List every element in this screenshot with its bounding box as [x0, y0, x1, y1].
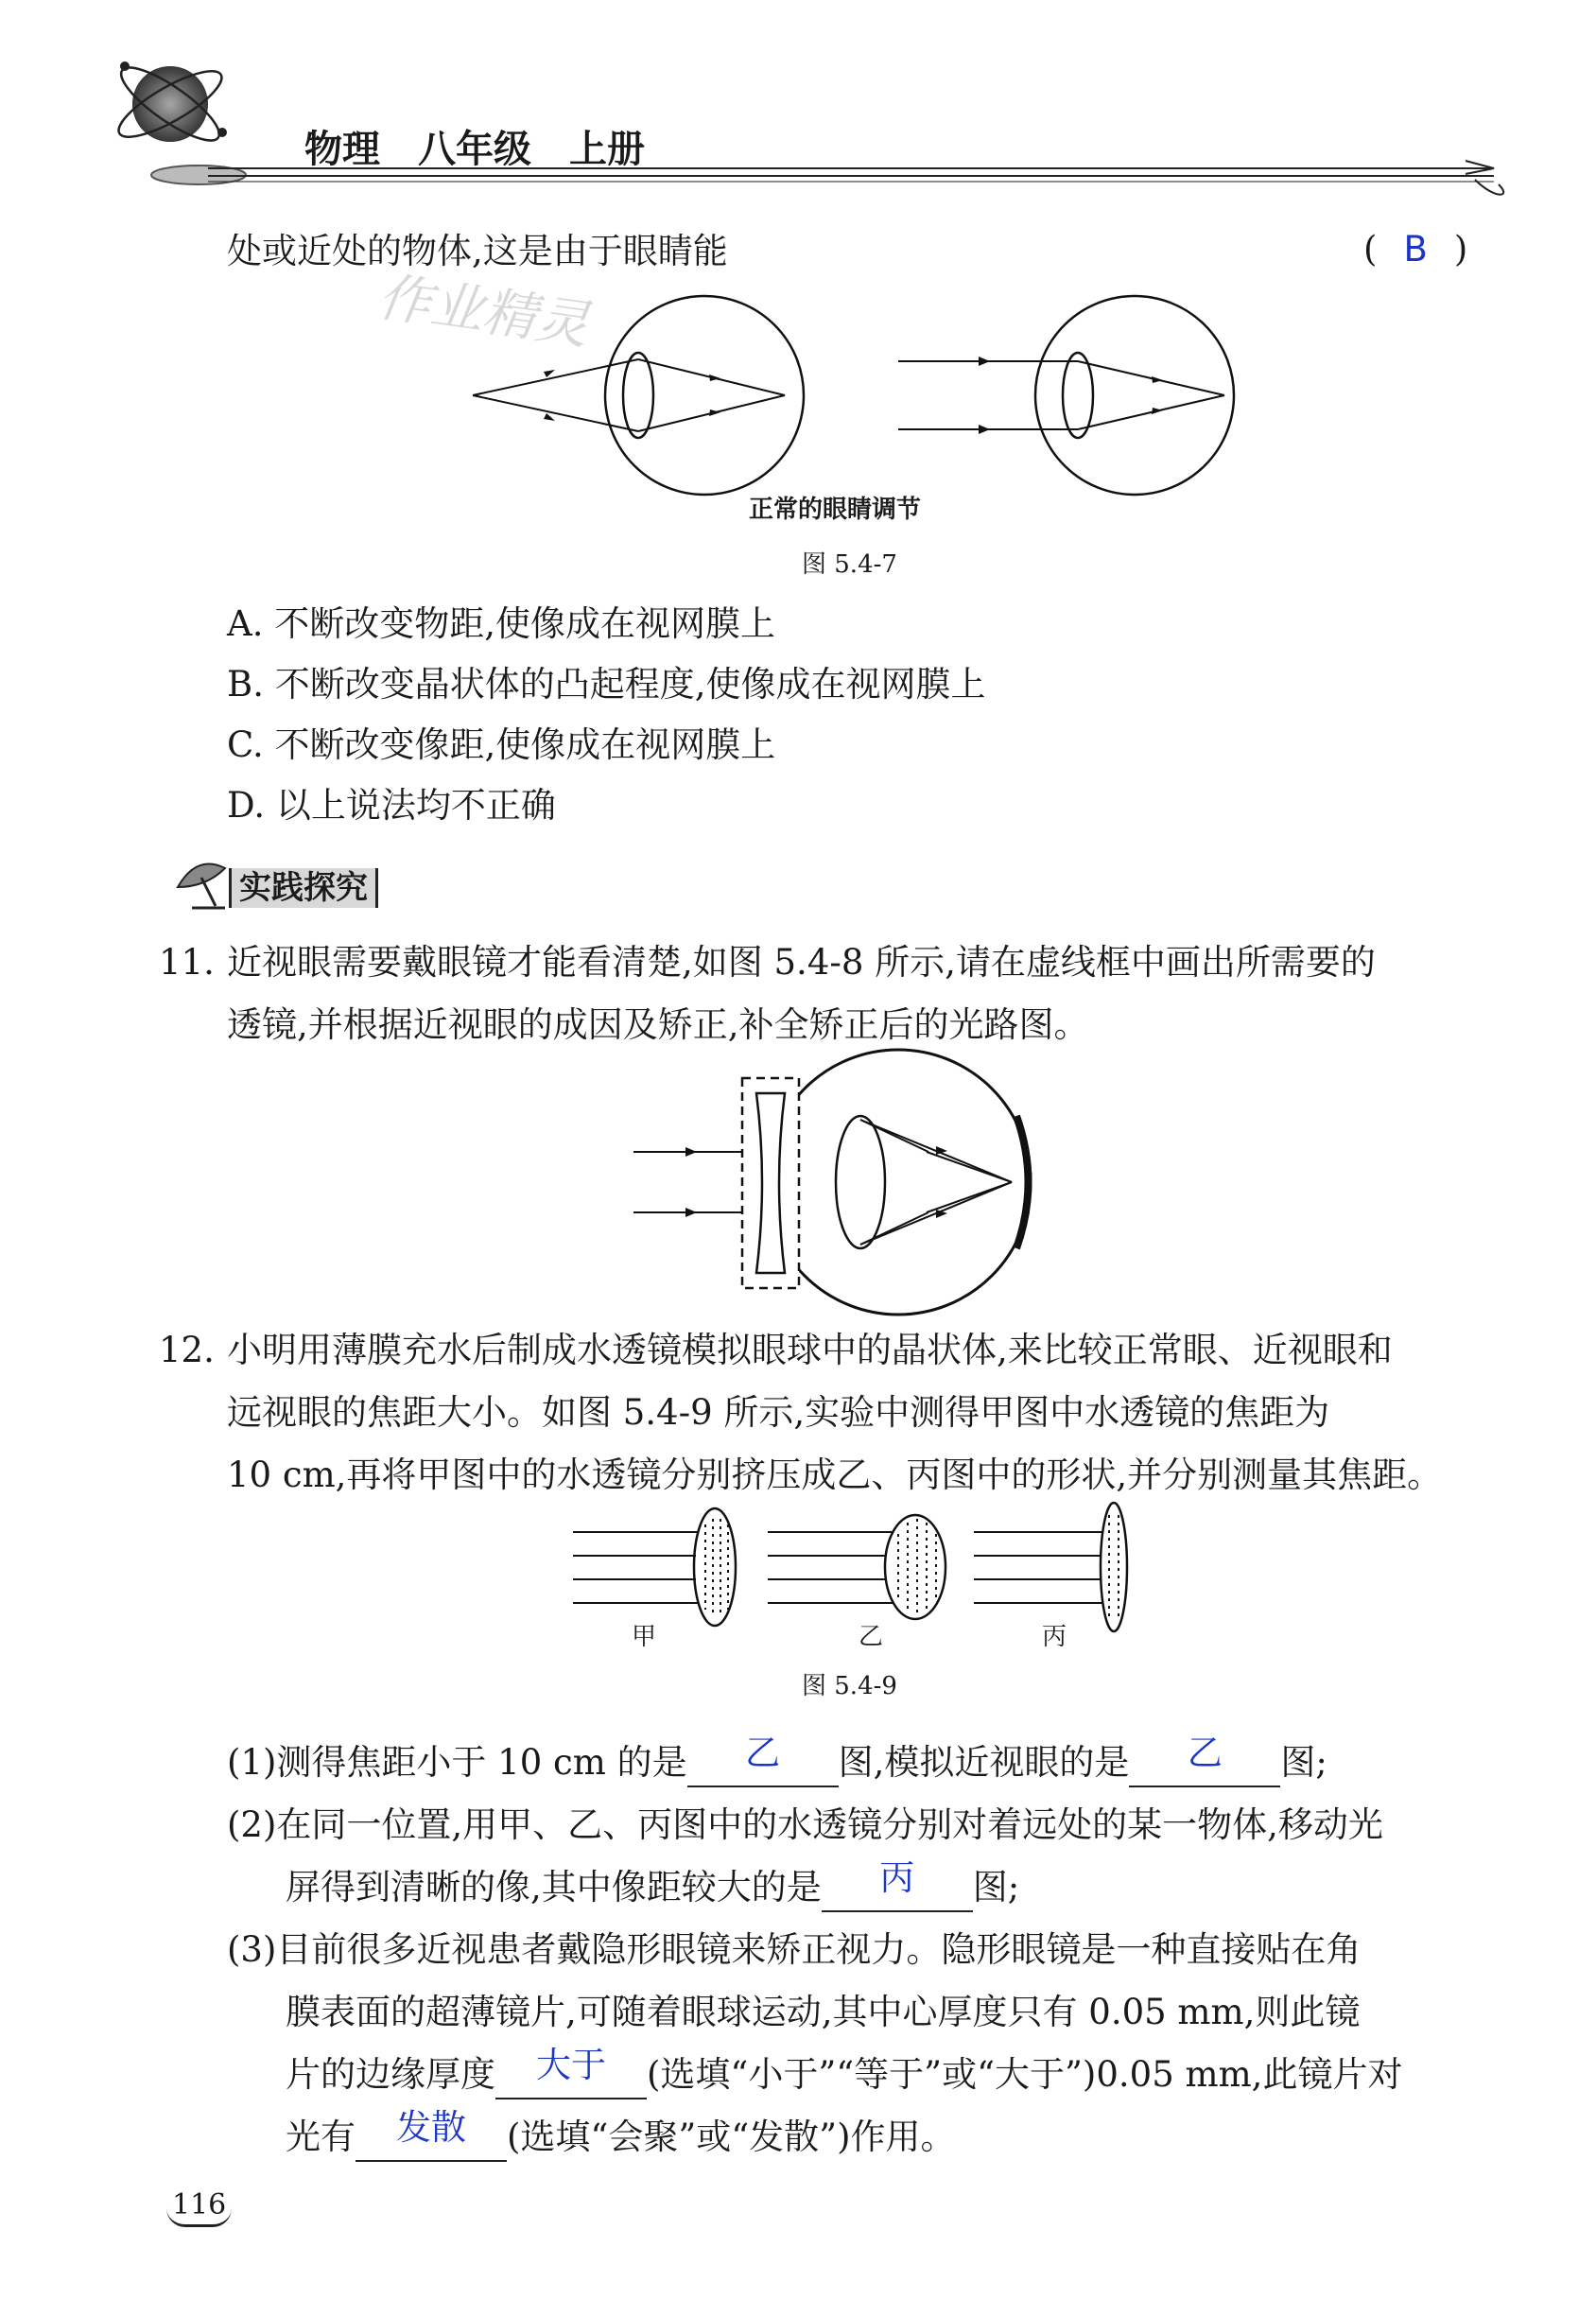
lens-bing [974, 1503, 1127, 1631]
q12-sub2-line1: (2)在同一位置,用甲、乙、丙图中的水透镜分别对着远处的某一物体,移动光 [227, 1804, 1383, 1845]
sub1-suffix: 图; [1280, 1742, 1327, 1783]
figure-5-4-8 [633, 1040, 1106, 1324]
page-number [166, 2186, 232, 2227]
satellite-dish-icon [168, 849, 234, 915]
figure-label-5-4-7: 图 5.4-7 [802, 550, 897, 579]
option-letter: B. [227, 664, 264, 705]
option-text: 不断改变晶状体的凸起程度,使像成在视网膜上 [274, 664, 986, 705]
section-title [229, 868, 378, 908]
option-letter: A. [227, 603, 264, 644]
option-letter: C. [227, 724, 264, 765]
lens-label-yi: 乙 [859, 1623, 884, 1651]
sub1-answer1: 乙 [745, 1733, 781, 1773]
q12-sub3-line1: (3)目前很多近视患者戴隐形眼镜来矫正视力。隐形眼镜是一种直接贴在角 [227, 1929, 1362, 1970]
q11-line2: 透镜,并根据近视眼的成因及矫正,补全矫正后的光路图。 [227, 1004, 1089, 1045]
sub2-suffix: 图; [972, 1867, 1020, 1908]
sub1-blank1[interactable] [687, 1733, 839, 1787]
sub2-prefix: 屏得到清晰的像,其中像距较大的是 [286, 1867, 822, 1908]
volume: 上册 [569, 127, 645, 171]
sub1-blank2[interactable] [1129, 1733, 1280, 1787]
sub3-answer2: 发散 [396, 2107, 466, 2148]
figure-label-5-4-9: 图 5.4-9 [802, 1672, 897, 1700]
section-title-text: 实践探究 [239, 869, 368, 907]
header-rule [208, 161, 1532, 218]
sub3-blank2[interactable] [356, 2107, 507, 2162]
q12-sub3-line4 [286, 2107, 956, 2162]
option-d [227, 783, 985, 844]
option-text: 不断改变物距,使像成在视网膜上 [274, 603, 776, 644]
q12-sub1 [227, 1733, 1327, 1787]
q12-line2: 远视眼的焦距大小。如图 5.4-9 所示,实验中测得甲图中水透镜的焦距为 [227, 1392, 1330, 1433]
q12-line3: 10 cm,再将甲图中的水透镜分别挤压成乙、丙图中的形状,并分别测量其焦距。 [227, 1455, 1443, 1495]
lens-label-bing: 丙 [1042, 1623, 1067, 1651]
q12-number: 12. [159, 1330, 215, 1370]
sub1-prefix: (1)测得焦距小于 10 cm 的是 [227, 1742, 687, 1783]
q10-answer-paren [1363, 227, 1467, 272]
figure-5-4-7 [454, 293, 1399, 530]
sub2-answer: 丙 [879, 1857, 915, 1898]
lens-label-jia: 甲 [632, 1623, 657, 1651]
page-number-text: 116 [172, 2188, 227, 2221]
paren-open: ( [1363, 229, 1378, 270]
option-letter: D. [227, 785, 266, 826]
watermark: 作业精灵 [373, 266, 593, 357]
option-b [227, 662, 985, 723]
figure-5-4-9 [573, 1506, 1159, 1629]
header [0, 0, 1596, 208]
option-c [227, 723, 985, 783]
q11-line1: 近视眼需要戴眼镜才能看清楚,如图 5.4-8 所示,请在虚线框中画出所需要的 [227, 942, 1376, 983]
figure-caption: 正常的眼睛调节 [749, 496, 922, 524]
option-text: 不断改变像距,使像成在视网膜上 [274, 724, 776, 765]
q10-stem-tail: 处或近处的物体,这是由于眼睛能 [227, 231, 728, 271]
q10-options [227, 601, 985, 844]
q12-sub3-line3 [286, 2045, 1403, 2099]
sub1-answer2: 乙 [1187, 1733, 1223, 1773]
sub2-blank[interactable] [822, 1857, 973, 1912]
paren-close: ) [1453, 229, 1468, 270]
sub3-line4-suffix: (选填“会聚”或“发散”)作用。 [507, 2117, 956, 2157]
sub3-line3-suffix: (选填“小于”“等于”或“大于”)0.05 mm,此镜片对 [647, 2054, 1403, 2095]
eye-near-object [473, 296, 804, 495]
lens-yi [768, 1515, 945, 1619]
option-text: 以上说法均不正确 [275, 785, 556, 826]
sub3-blank1[interactable] [495, 2045, 647, 2099]
option-a [227, 601, 985, 662]
sub3-line3-prefix: 片的边缘厚度 [286, 2054, 495, 2095]
q12-line1: 小明用薄膜充水后制成水透镜模拟眼球中的晶状体,来比较正常眼、近视眼和 [227, 1330, 1393, 1370]
sub1-middle: 图,模拟近视眼的是 [838, 1742, 1130, 1783]
sub3-answer1: 大于 [536, 2045, 606, 2085]
sub3-line4-prefix: 光有 [286, 2117, 356, 2157]
q10-answer: B [1403, 229, 1428, 270]
q11-number: 11. [159, 942, 215, 983]
eye-far-object [898, 296, 1234, 495]
grade: 八年级 [418, 127, 531, 171]
subject: 物理 [304, 127, 380, 171]
lens-jia [573, 1508, 736, 1626]
q12-sub2-line2 [286, 1857, 1020, 1912]
q12-sub3-line2: 膜表面的超薄镜片,可随着眼球运动,其中心厚度只有 0.05 mm,则此镜 [286, 1992, 1361, 2032]
